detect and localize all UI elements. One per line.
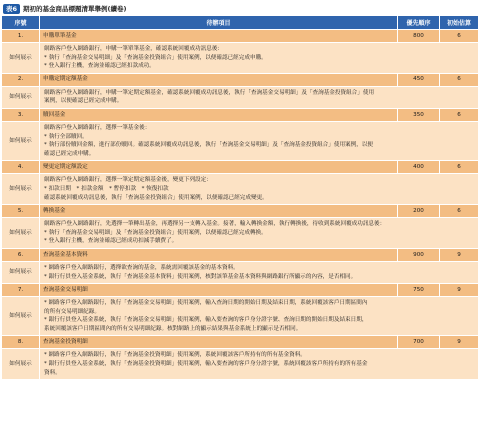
estimate-value: 9 (440, 336, 479, 349)
demo-description (40, 218, 479, 249)
feature-title: 查詢基金交易明細 (40, 284, 398, 297)
description-line: * 銀行行員登入基金系統，執行「查詢基金基本資料」使用案例，核對該筆基金基本資料與網路銀行所顯示的內容，是否相同。 (44, 273, 357, 280)
feature-row (2, 161, 479, 174)
demo-row (2, 349, 479, 380)
demo-row (2, 121, 479, 160)
estimate-value: 6 (440, 161, 479, 174)
feature-row (2, 336, 479, 349)
feature-row (2, 108, 479, 121)
estimate-value: 6 (440, 108, 479, 121)
description-line: 確認已經完成申購。 (44, 150, 95, 157)
description-line: * 執行部份贖回金額，進行部份贖回。確認系統回覆成功訊息後，執行「查詢基金交易明細」及「查詢基金投資組合」使用案例，以便 (44, 142, 374, 149)
feature-number: 3. (2, 108, 40, 121)
demo-description (40, 43, 479, 74)
feature-row (2, 205, 479, 218)
description-line: * 銀行行員登入基金系統，執行「查詢基金交易明細」使用案例，輸入要查詢的客戶身分證字號、查詢日期的開始日期及結束日期， (44, 317, 368, 324)
table-header-row (2, 16, 479, 30)
feature-title: 查詢基金投資明細 (40, 336, 398, 349)
demo-row (2, 43, 479, 74)
demo-description (40, 121, 479, 160)
demo-label: 如何展示 (2, 174, 40, 205)
description-line: * 執行全部贖回。 (44, 133, 88, 140)
feature-title: 查詢基金基本資料 (40, 248, 398, 261)
description-line: * 網路客戶登入網路銀行，執行「查詢基金交易明細」使用案例，輸入查詢日期的開始日期及結束日期，系統回覆該客戶日期區間內 (44, 300, 368, 307)
estimate-value: 9 (440, 284, 479, 297)
feature-number: 1. (2, 30, 40, 43)
feature-row (2, 284, 479, 297)
demo-label: 如何展示 (2, 297, 40, 336)
feature-number: 2. (2, 73, 40, 86)
description-line: * 執行「查詢基金交易明細」及「查詢基金投資組合」使用案例，以便確認已經完成申購。 (44, 54, 267, 61)
header-estimate: 初始估算 (440, 16, 479, 30)
estimate-value: 6 (440, 205, 479, 218)
priority-value: 800 (398, 30, 440, 43)
demo-description (40, 174, 479, 205)
description-line: 系統回覆該客戶日期區間內的所有交易明細紀錄。核對網路上的顯示結果與基金系統上的顯示是否相同。 (44, 325, 302, 332)
demo-label: 如何展示 (2, 261, 40, 283)
priority-value: 750 (398, 284, 440, 297)
table-caption (3, 3, 126, 14)
description-line: * 扣款日期 * 扣款金額 * 暫停扣款 * 恢復扣款 (44, 185, 169, 192)
feature-number: 6. (2, 248, 40, 261)
backlog-table (1, 15, 479, 380)
feature-number: 8. (2, 336, 40, 349)
description-line: * 登入銀行主機，查詢並確認已經成功扣減手續費了。 (44, 238, 178, 245)
feature-row (2, 30, 479, 43)
demo-label: 如何展示 (2, 121, 40, 160)
demo-label: 如何展示 (2, 218, 40, 249)
priority-value: 200 (398, 205, 440, 218)
demo-description (40, 86, 479, 108)
feature-number: 4. (2, 161, 40, 174)
priority-value: 400 (398, 161, 440, 174)
description-line: 網路客戶登入網路銀行，申購一筆定期定額基金，確認系統回覆成功訊息後，執行「查詢基金交易明細」及「查詢基金投資組合」使用 (44, 89, 375, 96)
demo-label: 如何展示 (2, 349, 40, 380)
description-line: * 網路客戶登入網路銀行，執行「查詢基金投資明細」使用案例，系統回覆該客戶所持有的所有基金資料。 (44, 352, 306, 359)
priority-value: 700 (398, 336, 440, 349)
table-number-badge: 表6 (3, 4, 20, 14)
header-priority: 優先順序 (398, 16, 440, 30)
priority-value: 900 (398, 248, 440, 261)
feature-row (2, 73, 479, 86)
demo-description (40, 349, 479, 380)
feature-number: 5. (2, 205, 40, 218)
header-item: 待辦項目 (40, 16, 398, 30)
description-line: * 執行「查詢基金交易明細」及「查詢基金投資組合」使用案例，以便確認已經完成轉換。 (44, 229, 267, 236)
description-line: 的所有交易明細紀錄。 (44, 308, 100, 315)
priority-value: 450 (398, 73, 440, 86)
header-seq: 序號 (2, 16, 40, 30)
priority-value: 350 (398, 108, 440, 121)
estimate-value: 6 (440, 73, 479, 86)
feature-title: 贖回基金 (40, 108, 398, 121)
feature-number: 7. (2, 284, 40, 297)
demo-label: 如何展示 (2, 43, 40, 74)
description-line: 網路客戶登入網路銀行，先選擇一筆轉出基金，再選擇另一支轉入基金。接著，輸入轉換金額，執行轉換後，待收到系統回覆成功訊息後： (44, 221, 386, 228)
description-line: 確認系統回覆成功訊息後，執行「查詢基金投資組合」使用案例，以便確認已經完成變更。 (44, 194, 268, 201)
description-line: 資料。 (44, 369, 61, 376)
demo-row (2, 261, 479, 283)
description-line: 網路客戶登入網路銀行，申購一筆單筆基金，確認系統回覆成功訊息後： (44, 46, 224, 52)
description-line: 案例，以便確認已經完成申購。 (44, 98, 123, 105)
demo-description (40, 261, 479, 283)
feature-title: 申購單筆基金 (40, 30, 398, 43)
demo-row (2, 218, 479, 249)
demo-row (2, 86, 479, 108)
description-line: 網路客戶登入網路銀行，選擇一筆定期定額基金後，變更下列設定： (44, 177, 212, 184)
feature-title: 申購定期定額基金 (40, 73, 398, 86)
demo-description (40, 297, 479, 336)
description-line: * 登入銀行主機，查詢並確認已經扣款成功。 (44, 63, 155, 70)
feature-title: 變更定期定額設定 (40, 161, 398, 174)
estimate-value: 9 (440, 248, 479, 261)
estimate-value: 6 (440, 30, 479, 43)
description-line: * 網路客戶登入網路銀行，選擇欲查詢的基金，系統需回覆該基金的基本資料。 (44, 264, 239, 271)
demo-row (2, 297, 479, 336)
demo-row (2, 174, 479, 205)
description-line: 網路客戶登入網路銀行，選擇一筆基金後： (44, 124, 151, 131)
feature-title: 轉換基金 (40, 205, 398, 218)
table-title: 期初的基金商品標題清單舉例(續卷) (23, 5, 127, 13)
description-line: * 銀行行員登入基金系統，執行「查詢基金投資明細」使用案例，輸入要查詢的客戶身分證字號，系統回覆該客戶所持有的所有基金 (44, 361, 368, 368)
feature-row (2, 248, 479, 261)
demo-label: 如何展示 (2, 86, 40, 108)
